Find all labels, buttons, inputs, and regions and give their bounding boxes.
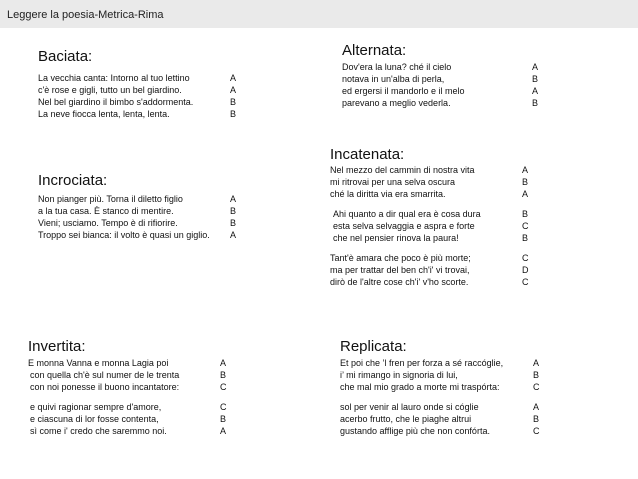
verse-line: Nel bel giardino il bimbo s'addormenta. B	[38, 97, 237, 107]
verse-line: dirò de l'altre cose ch'i' v'ho scorte. C	[330, 277, 529, 287]
verse-line: e ciascuna di lor fosse contenta, B	[30, 414, 227, 424]
verse-line: i’ mi rimango in signoria di lui, B	[340, 370, 540, 380]
section-incatenata	[330, 146, 540, 288]
verse-line: mi ritrovai per una selva oscura B	[330, 177, 529, 187]
section-title-baciata: Baciata:	[38, 48, 93, 65]
verse-line: esta selva selvaggia e aspra e forte C	[333, 221, 529, 231]
verse-line: gustando afflige più che non confórta. C	[340, 426, 540, 436]
section-incrociata	[38, 172, 248, 241]
section-replicata	[340, 338, 550, 437]
verse-line: a la tua casa. È stanco di mentire. B	[38, 206, 237, 216]
verse-line: Tant'è amara che poco è più morte; C	[330, 253, 529, 263]
section-alternata	[342, 42, 552, 109]
title-bar	[0, 0, 638, 28]
verse-line: Dov'era la luna? ché il cielo A	[342, 62, 539, 72]
verse-line: parevano a meglio vederla. B	[342, 98, 539, 108]
section-title-incatenata: Incatenata:	[330, 146, 405, 163]
verse-line: con quella ch'è sul numer de le trenta B	[30, 370, 227, 380]
verse-line: ché la diritta via era smarrita. A	[330, 189, 529, 199]
verse-line: acerbo frutto, che le piaghe altrui B	[340, 414, 540, 424]
verse-line: E monna Vanna e monna Lagia poi A	[28, 358, 227, 368]
section-invertita	[28, 338, 238, 437]
verse-line: che nel pensier rinova la paura! B	[333, 233, 529, 243]
verse-line: La neve fiocca lenta, lenta, lenta. B	[38, 109, 237, 119]
verse-line: La vecchia canta: Intorno al tuo lettino A	[38, 73, 237, 83]
verse-line: sol per venir al lauro onde si cóglie A	[340, 402, 540, 412]
verse-line: Et poi che ’l fren per forza a sé raccóglie, A	[340, 358, 540, 368]
section-title-invertita: Invertita:	[28, 338, 86, 355]
verse-line: sì come i' credo che saremmo noi. A	[30, 426, 227, 436]
section-title-alternata: Alternata:	[342, 42, 407, 59]
page-title: Leggere la poesia-Metrica-Rima	[7, 9, 164, 21]
verse-line: ed ergersi il mandorlo e il melo A	[342, 86, 539, 96]
verse-line: con noi ponesse il buono incantatore: C	[30, 382, 227, 392]
verse-line: ma per trattar del ben ch'i' vi trovai, D	[330, 265, 529, 275]
verse-line: Nel mezzo del cammin di nostra vita A	[330, 165, 529, 175]
verse-line: Troppo sei bianca: il volto è quasi un giglio. A	[38, 230, 237, 240]
verse-line: c'è rose e gigli, tutto un bel giardino. A	[38, 85, 237, 95]
verse-line: Non pianger più. Torna il diletto figlio A	[38, 194, 237, 204]
verse-line: e quivi ragionar sempre d'amore, C	[30, 402, 227, 412]
section-title-replicata: Replicata:	[340, 338, 407, 355]
verse-line: notava in un'alba di perla, B	[342, 74, 539, 84]
verse-line: Ahi quanto a dir qual era è cosa dura B	[333, 209, 529, 219]
verse-line: Vieni; usciamo. Tempo è di rifiorire. B	[38, 218, 237, 228]
verse-line: che mal mio grado a morte mi traspórta: C	[340, 382, 540, 392]
section-title-incrociata: Incrociata:	[38, 172, 108, 189]
section-baciata	[38, 48, 248, 120]
